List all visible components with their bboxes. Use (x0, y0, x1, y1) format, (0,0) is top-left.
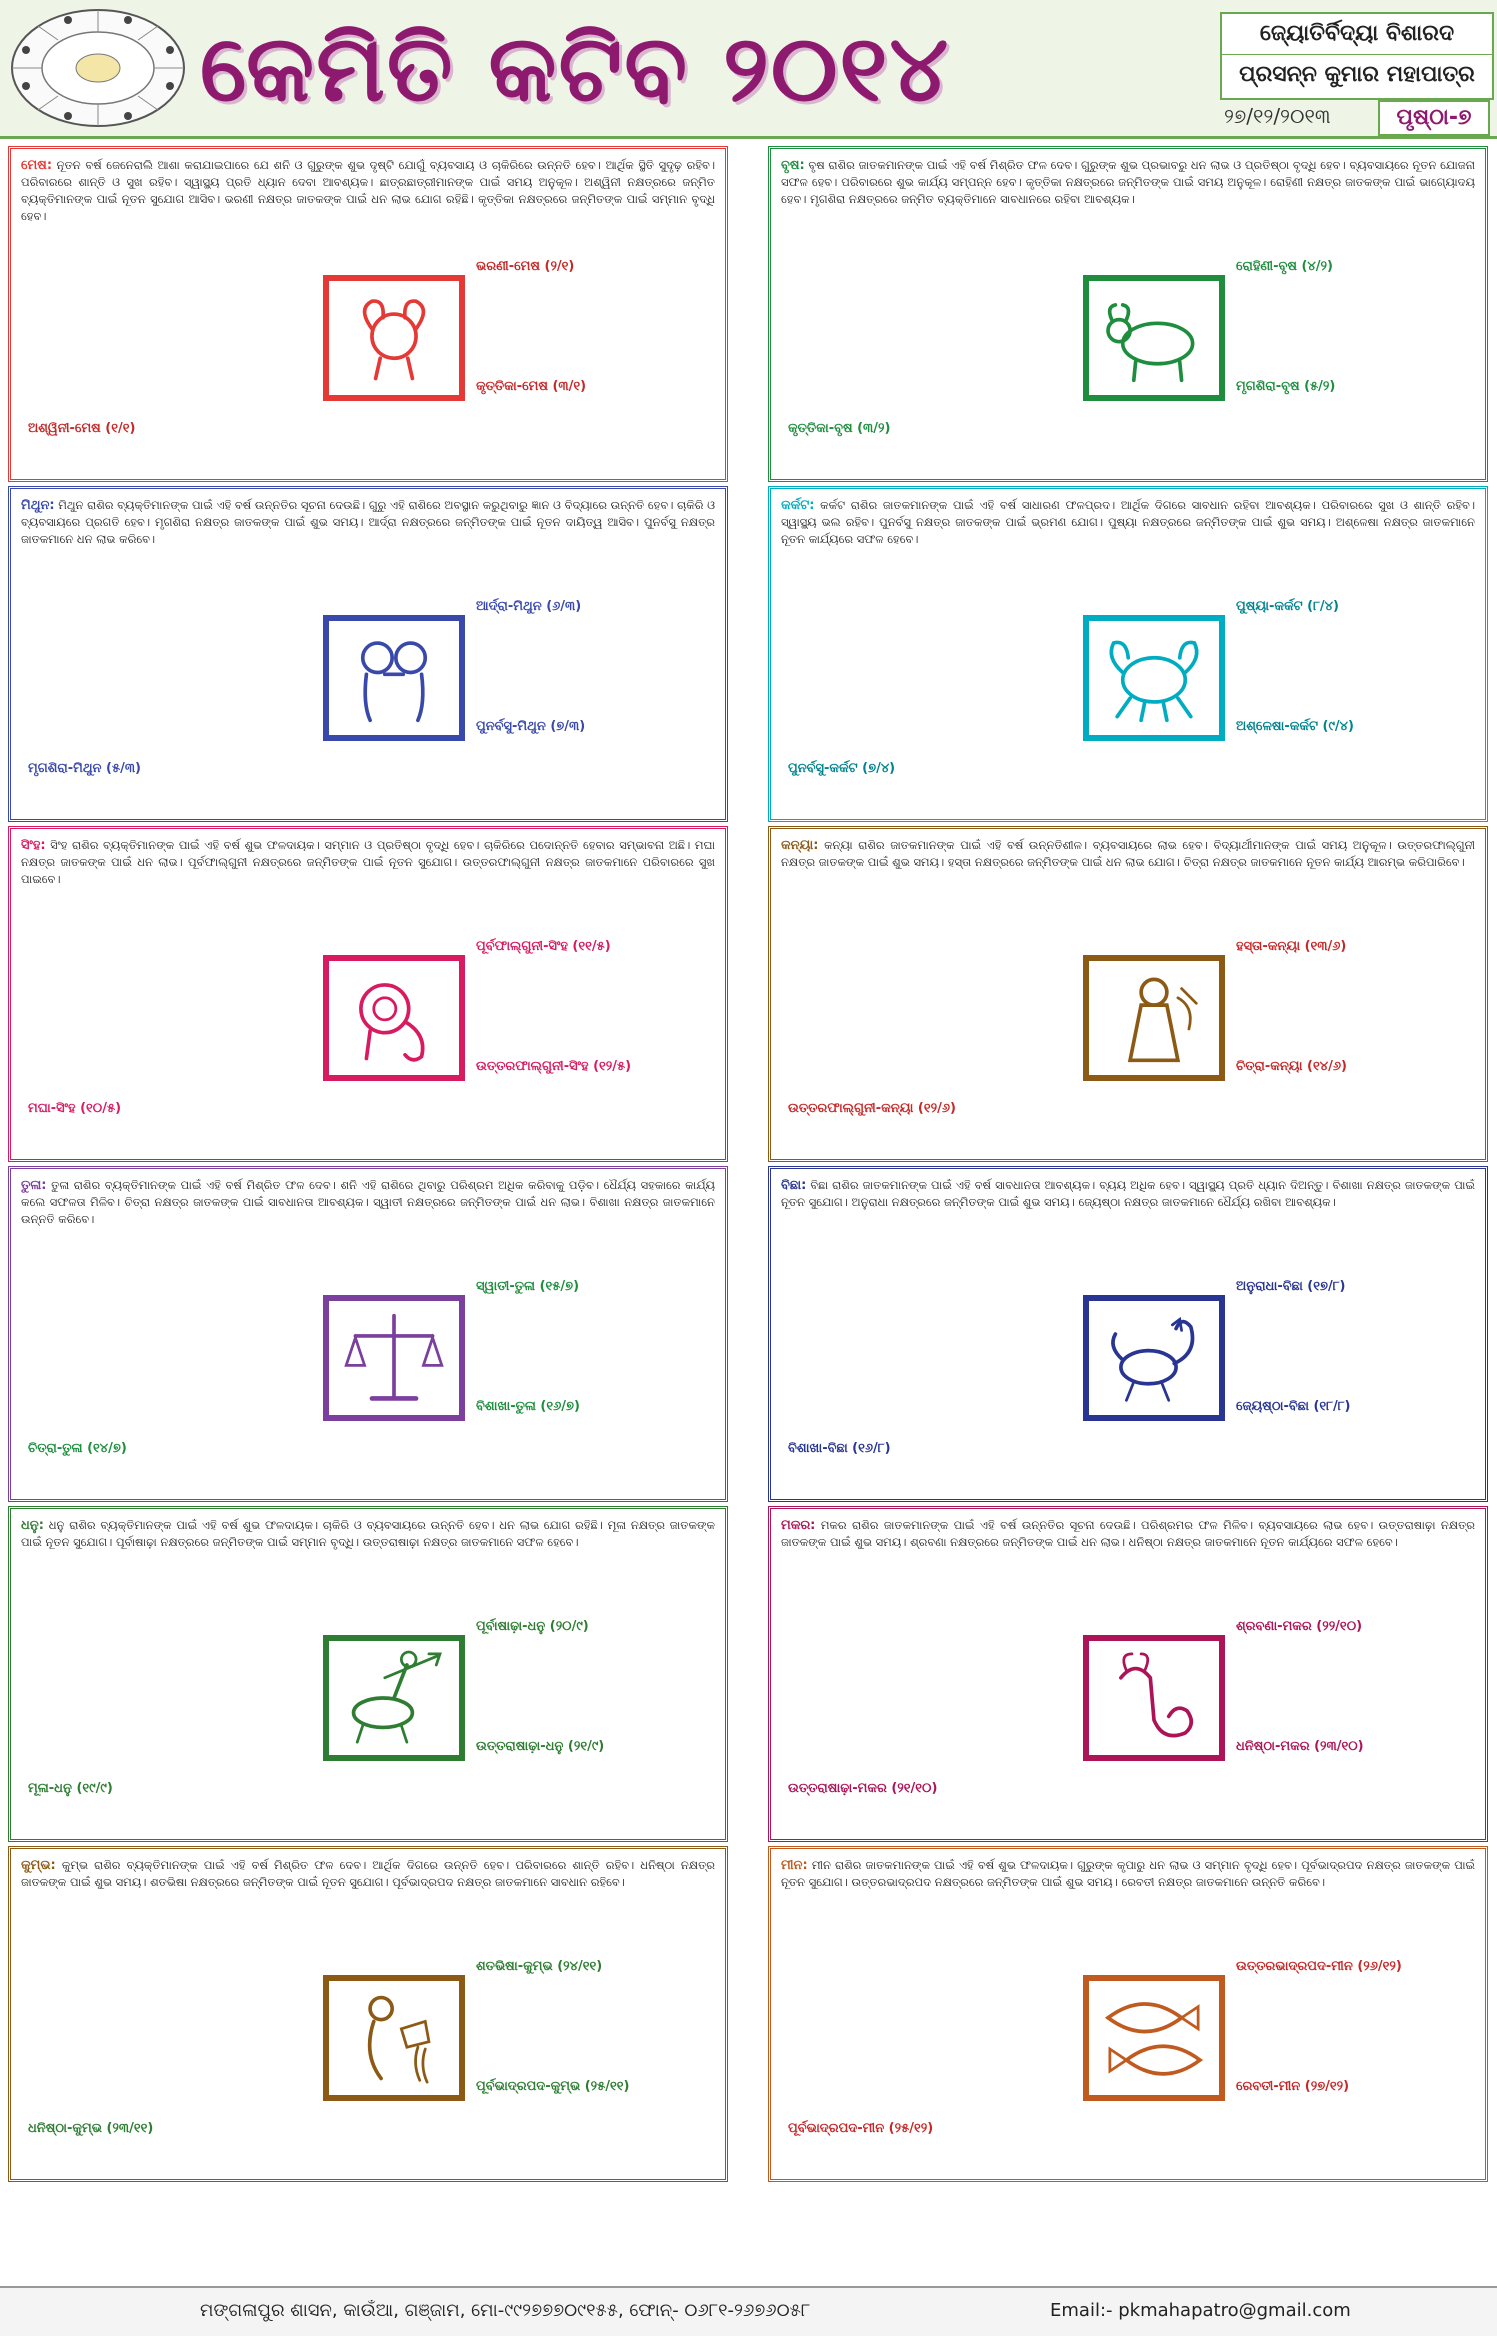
horoscope-panel (768, 1166, 1488, 1502)
nakshatra-label: ପୁନର୍ବସୁ-କର୍କଟ (୭/୪) (785, 761, 898, 776)
nakshatra-label: ଶ୍ରବଣା-ମକର (୨୨/୧୦) (1233, 1619, 1365, 1634)
author-box (1220, 12, 1494, 100)
aries-icon (323, 275, 465, 401)
horoscope-panel (8, 146, 728, 482)
nakshatra-label: ଧନିଷ୍ଠା-ମକର (୨୩/୧୦) (1233, 1739, 1367, 1754)
nakshatra-label: ଆର୍ଦ୍ରା-ମିଥୁନ (୬/୩) (473, 599, 584, 614)
nakshatra-label: ରେବତୀ-ମୀନ (୨୭/୧୨) (1233, 2079, 1352, 2094)
nakshatra-label: ଜ୍ୟେଷ୍ଠା-ବିଛା (୧୮/୮) (1233, 1399, 1353, 1414)
prediction-text: କର୍କଟ ରାଶିର ଜାତକମାନଙ୍କ ପାଇଁ ଏହି ବର୍ଷ ସାଧାରଣ ଫଳପ୍ରଦ। ଆର୍ଥିକ ଦିଗରେ ସାବଧାନ ରହିବା ଆବଶ୍ୟକ। ପରିବାରରେ ସୁଖ ଓ ଶାନ୍ତି ରହିବ। ସ୍ୱାସ୍ଥ୍ୟ ଭଲ ରହିବ। ପୁନର୍ବସୁ ନକ୍ଷତ୍ର ଜାତକଙ୍କ ପାଇଁ ଭ୍ରମଣ ଯୋଗ। ପୁଷ୍ୟା ନକ୍ଷତ୍ରରେ ଜନ୍ମିତଙ୍କ ପାଇଁ ଶୁଭ ସମୟ। ଅଶ୍ଳେଷା ନକ୍ଷତ୍ର ଜାତକମାନେ ନୂତନ କାର୍ଯ୍ୟରେ ସଫଳ ହେବେ। (781, 498, 1475, 546)
sign-name: କର୍କଟ: (781, 498, 815, 513)
prediction-text: ବିଛା ରାଶିର ଜାତକମାନଙ୍କ ପାଇଁ ଏହି ବର୍ଷ ସାବଧାନତା ଆବଶ୍ୟକ। ବ୍ୟୟ ଅଧିକ ହେବ। ସ୍ୱାସ୍ଥ୍ୟ ପ୍ରତି ଧ୍ୟାନ ଦିଅନ୍ତୁ। ବିଶାଖା ନକ୍ଷତ୍ର ଜାତକଙ୍କ ପାଇଁ ନୂତନ ସୁଯୋଗ। ଅନୁରାଧା ନକ୍ଷତ୍ରରେ ଜନ୍ମିତଙ୍କ ପାଇଁ ଶୁଭ ସମୟ। ଜ୍ୟେଷ୍ଠା ନକ୍ଷତ୍ର ଜାତକମାନେ ଧୈର୍ଯ୍ୟ ରଖିବା ଆବଶ୍ୟକ। (781, 1178, 1475, 1209)
page-number: ପୃଷ୍ଠା-୭ (1378, 100, 1490, 136)
prediction-text: ମକର ରାଶିର ଜାତକମାନଙ୍କ ପାଇଁ ଏହି ବର୍ଷ ଉନ୍ନତିର ସୂଚନା ଦେଉଛି। ପରିଶ୍ରମର ଫଳ ମିଳିବ। ବ୍ୟବସାୟରେ ଲାଭ ହେବ। ଉତ୍ତରାଷାଢ଼ା ନକ୍ଷତ୍ର ଜାତକଙ୍କ ପାଇଁ ଶୁଭ ସମୟ। ଶ୍ରବଣା ନକ୍ଷତ୍ରରେ ଜନ୍ମିତଙ୍କ ପାଇଁ ଧନ ଲାଭ। ଧନିଷ୍ଠା ନକ୍ଷତ୍ର ଜାତକମାନେ ନୂତନ କାର୍ଯ୍ୟରେ ସଫଳ ହେବେ। (781, 1518, 1475, 1549)
nakshatra-label: ବିଶାଖା-ବିଛା (୧୬/୮) (785, 1441, 894, 1456)
sign-name: କୁମ୍ଭ: (21, 1858, 56, 1873)
nakshatra-label: ହସ୍ତା-କନ୍ୟା (୧୩/୬) (1233, 939, 1349, 954)
nakshatra-label: ଧନିଷ୍ଠା-କୁମ୍ଭ (୨୩/୧୧) (25, 2121, 156, 2136)
nakshatra-label: ପୂର୍ବଫାଲ୍ଗୁନୀ-ସିଂହ (୧୧/୫) (473, 939, 614, 954)
capricorn-icon (1083, 1635, 1225, 1761)
nakshatra-label: ଚିତ୍ରା-କନ୍ୟା (୧୪/୬) (1233, 1059, 1350, 1074)
horoscope-panel (768, 1506, 1488, 1842)
taurus-icon (1083, 275, 1225, 401)
nakshatra-label: ରୋହିଣୀ-ବୃଷ (୪/୨) (1233, 259, 1336, 274)
sign-name: ମକର: (781, 1518, 816, 1533)
nakshatra-label: ଚିତ୍ରା-ତୁଳା (୧୪/୭) (25, 1441, 130, 1456)
nakshatra-label: ପୂର୍ବଭାଦ୍ରପଦ-କୁମ୍ଭ (୨୫/୧୧) (473, 2079, 633, 2094)
horoscope-panel (768, 486, 1488, 822)
pisces-icon (1083, 1975, 1225, 2101)
nakshatra-label: ପୁଷ୍ୟା-କର୍କଟ (୮/୪) (1233, 599, 1342, 614)
author-name: ପ୍ରସନ୍ନ କୁମାର ମହାପାତ୍ର (1239, 62, 1475, 87)
aquarius-icon (323, 1975, 465, 2101)
cancer-icon (1083, 615, 1225, 741)
prediction-text: ତୁଳା ରାଶିର ବ୍ୟକ୍ତିମାନଙ୍କ ପାଇଁ ଏହି ବର୍ଷ ମିଶ୍ରିତ ଫଳ ଦେବ। ଶନି ଏହି ରାଶିରେ ଥିବାରୁ ପରିଶ୍ରମ ଅଧିକ କରିବାକୁ ପଡ଼ିବ। ଧୈର୍ଯ୍ୟ ସହକାରେ କାର୍ଯ୍ୟ କଲେ ସଫଳତା ମିଳିବ। ଚିତ୍ରା ନକ୍ଷତ୍ର ଜାତକଙ୍କ ପାଇଁ ସାବଧାନତା ଆବଶ୍ୟକ। ସ୍ୱାତୀ ନକ୍ଷତ୍ରରେ ଜନ୍ମିତଙ୍କ ପାଇଁ ଧନ ଲାଭ। ବିଶାଖା ନକ୍ଷତ୍ର ଜାତକମାନେ ଉନ୍ନତି କରିବେ। (21, 1178, 715, 1226)
horoscope-panel (768, 146, 1488, 482)
sign-name: ସିଂହ: (21, 838, 46, 853)
nakshatra-label: ମଘା-ସିଂହ (୧୦/୫) (25, 1101, 124, 1116)
scorpio-icon (1083, 1295, 1225, 1421)
nakshatra-label: କୃତ୍ତିକା-ବୃଷ (୩/୨) (785, 421, 893, 436)
prediction-text: ନୂତନ ବର୍ଷ ଜେନେରାଲି ଆଶା କରାଯାଇପାରେ ଯେ ଶନି ଓ ଗୁରୁଙ୍କ ଶୁଭ ଦୃଷ୍ଟି ଯୋଗୁଁ ବ୍ୟବସାୟ ଓ ଚାକିରିରେ ଉନ୍ନତି ହେବ। ଆର୍ଥିକ ସ୍ଥିତି ସୁଦୃଢ଼ ରହିବ। ପରିବାରରେ ଶାନ୍ତି ଓ ସୁଖ ରହିବ। ସ୍ୱାସ୍ଥ୍ୟ ପ୍ରତି ଧ୍ୟାନ ଦେବା ଆବଶ୍ୟକ। ଛାତ୍ରଛାତ୍ରୀମାନଙ୍କ ପାଇଁ ସମୟ ଅନୁକୂଳ। ଅଶ୍ୱିନୀ ନକ୍ଷତ୍ରରେ ଜନ୍ମିତ ବ୍ୟକ୍ତିମାନଙ୍କ ପାଇଁ ନୂତନ ସୁଯୋଗ ଆସିବ। ଭରଣୀ ନକ୍ଷତ୍ର ଜାତକଙ୍କ ପାଇଁ ଧନ ଲାଭ ଯୋଗ ରହିଛି। କୃତ୍ତିକା ନକ୍ଷତ୍ରରେ ଜନ୍ମିତଙ୍କ ପାଇଁ ସମ୍ମାନ ବୃଦ୍ଧି ହେବ। (21, 158, 715, 223)
footer (0, 2286, 1497, 2336)
prediction-text: ବୃଷ ରାଶିର ଜାତକମାନଙ୍କ ପାଇଁ ଏହି ବର୍ଷ ମିଶ୍ରିତ ଫଳ ଦେବ। ଗୁରୁଙ୍କ ଶୁଭ ପ୍ରଭାବରୁ ଧନ ଲାଭ ଓ ପ୍ରତିଷ୍ଠା ବୃଦ୍ଧି ହେବ। ବ୍ୟବସାୟରେ ନୂତନ ଯୋଜନା ସଫଳ ହେବ। ପରିବାରରେ ଶୁଭ କାର୍ଯ୍ୟ ସମ୍ପନ୍ନ ହେବ। କୃତ୍ତିକା ନକ୍ଷତ୍ରରେ ଜନ୍ମିତଙ୍କ ପାଇଁ ସମୟ ଅନୁକୂଳ। ରୋହିଣୀ ନକ୍ଷତ୍ର ଜାତକଙ୍କ ପାଇଁ ଭାଗ୍ୟୋଦୟ ହେବ। ମୃଗଶିରା ନକ୍ଷତ୍ରରେ ଜନ୍ମିତ ବ୍ୟକ୍ତିମାନେ ସାବଧାନରେ ରହିବା ଆବଶ୍ୟକ। (781, 158, 1475, 206)
prediction-text: ମୀନ ରାଶିର ଜାତକମାନଙ୍କ ପାଇଁ ଏହି ବର୍ଷ ଶୁଭ ଫଳଦାୟକ। ଗୁରୁଙ୍କ କୃପାରୁ ଧନ ଲାଭ ଓ ସମ୍ମାନ ବୃଦ୍ଧି ହେବ। ପୂର୍ବଭାଦ୍ରପଦ ନକ୍ଷତ୍ର ଜାତକଙ୍କ ପାଇଁ ନୂତନ ସୁଯୋଗ। ଉତ୍ତରଭାଦ୍ରପଦ ନକ୍ଷତ୍ରରେ ଜନ୍ମିତଙ୍କ ପାଇଁ ଶୁଭ ସମୟ। ରେବତୀ ନକ୍ଷତ୍ର ଜାତକମାନେ ଉନ୍ନତି କରିବେ। (781, 1858, 1475, 1889)
nakshatra-label: ଶତଭିଷା-କୁମ୍ଭ (୨୪/୧୧) (473, 1959, 605, 1974)
author-title: ଜ୍ୟୋତିର୍ବିଦ୍ୟା ବିଶାରଦ (1222, 14, 1492, 55)
nakshatra-label: ପୁନର୍ବସୁ-ମିଥୁନ (୭/୩) (473, 719, 588, 734)
sign-name: ଧନୁ: (21, 1518, 44, 1533)
prediction-text: ମିଥୁନ ରାଶିର ବ୍ୟକ୍ତିମାନଙ୍କ ପାଇଁ ଏହି ବର୍ଷ ଉନ୍ନତିର ସୂଚନା ଦେଉଛି। ଗୁରୁ ଏହି ରାଶିରେ ଅବସ୍ଥାନ କରୁଥିବାରୁ ଜ୍ଞାନ ଓ ବିଦ୍ୟାରେ ଉନ୍ନତି ହେବ। ଚାକିରି ଓ ବ୍ୟବସାୟରେ ପ୍ରଗତି ହେବ। ମୃଗଶିରା ନକ୍ଷତ୍ର ଜାତକଙ୍କ ପାଇଁ ଶୁଭ ସମୟ। ଆର୍ଦ୍ରା ନକ୍ଷତ୍ରରେ ଜନ୍ମିତଙ୍କ ପାଇଁ ନୂତନ ଦାୟିତ୍ୱ ଆସିବ। ପୁନର୍ବସୁ ନକ୍ଷତ୍ର ଜାତକମାନେ ଧନ ଲାଭ କରିବେ। (21, 498, 715, 546)
page-title: କେମିତି କଟିବ ୨୦୧୪ (200, 14, 951, 122)
prediction-text: ଧନୁ ରାଶିର ବ୍ୟକ୍ତିମାନଙ୍କ ପାଇଁ ଏହି ବର୍ଷ ଶୁଭ ଫଳଦାୟକ। ଚାକିରି ଓ ବ୍ୟବସାୟରେ ଉନ୍ନତି ହେବ। ଧନ ଲାଭ ଯୋଗ ରହିଛି। ମୂଳା ନକ୍ଷତ୍ର ଜାତକଙ୍କ ପାଇଁ ନୂତନ ସୁଯୋଗ। ପୂର୍ବାଷାଢ଼ା ନକ୍ଷତ୍ରରେ ଜନ୍ମିତଙ୍କ ପାଇଁ ସମ୍ମାନ ବୃଦ୍ଧି। ଉତ୍ତରାଷାଢ଼ା ନକ୍ଷତ୍ର ଜାତକମାନେ ସଫଳ ହେବେ। (21, 1518, 715, 1549)
sign-name: ମୀନ: (781, 1858, 808, 1873)
nakshatra-label: ଉତ୍ତରାଷାଢ଼ା-ମକର (୨୧/୧୦) (785, 1781, 940, 1796)
horoscope-panel (8, 1166, 728, 1502)
horoscope-panel (8, 826, 728, 1162)
nakshatra-label: ଉତ୍ତରଭାଦ୍ରପଦ-ମୀନ (୨୬/୧୨) (1233, 1959, 1405, 1974)
sagittarius-icon (323, 1635, 465, 1761)
horoscope-panel (768, 826, 1488, 1162)
date-row (1220, 100, 1490, 132)
nakshatra-label: ସ୍ୱାତୀ-ତୁଳା (୧୫/୭) (473, 1279, 582, 1294)
sign-name: ମିଥୁନ: (21, 498, 55, 513)
nakshatra-label: ପୂର୍ବାଷାଢ଼ା-ଧନୁ (୨୦/୯) (473, 1619, 592, 1634)
issue-date: ୨୭/୧୨/୨୦୧୩ (1224, 104, 1331, 128)
prediction-text: ସିଂହ ରାଶିର ବ୍ୟକ୍ତିମାନଙ୍କ ପାଇଁ ଏହି ବର୍ଷ ଶୁଭ ଫଳଦାୟକ। ସମ୍ମାନ ଓ ପ୍ରତିଷ୍ଠା ବୃଦ୍ଧି ହେବ। ଚାକିରିରେ ପଦୋନ୍ନତି ହେବାର ସମ୍ଭାବନା ଅଛି। ମଘା ନକ୍ଷତ୍ର ଜାତକଙ୍କ ପାଇଁ ଧନ ଲାଭ। ପୂର୍ବଫାଲ୍ଗୁନୀ ନକ୍ଷତ୍ରରେ ଜନ୍ମିତଙ୍କ ପାଇଁ ନୂତନ ସୁଯୋଗ। ଉତ୍ତରଫାଲ୍ଗୁନୀ ନକ୍ଷତ୍ର ଜାତକମାନେ ପରିବାରରେ ସୁଖ ପାଇବେ। (21, 838, 715, 886)
nakshatra-label: ମୃଗଶିରା-ମିଥୁନ (୫/୩) (25, 761, 144, 776)
nakshatra-label: କୃତ୍ତିକା-ମେଷ (୩/୧) (473, 379, 589, 394)
leo-icon (323, 955, 465, 1081)
horoscope-panel (768, 1846, 1488, 2182)
footer-email[interactable]: Email:- pkmahapatro@gmail.com (1050, 2300, 1351, 2321)
nakshatra-label: ଉତ୍ତରଫାଲ୍ଗୁନୀ-କନ୍ୟା (୧୨/୬) (785, 1101, 959, 1116)
nakshatra-label: ଭରଣୀ-ମେଷ (୨/୧) (473, 259, 577, 274)
nakshatra-label: ଅଶ୍ୱିନୀ-ମେଷ (୧/୧) (25, 421, 138, 436)
nakshatra-label: ମୂଳା-ଧନୁ (୧୯/୯) (25, 1781, 116, 1796)
sign-name: ବିଛା: (781, 1178, 807, 1193)
libra-icon (323, 1295, 465, 1421)
nakshatra-label: ଉତ୍ତରଫାଲ୍ଗୁନୀ-ସିଂହ (୧୨/୫) (473, 1059, 634, 1074)
horoscope-panel (8, 1846, 728, 2182)
horoscope-panel (8, 486, 728, 822)
nakshatra-label: ଅଶ୍ଳେଷା-କର୍କଟ (୯/୪) (1233, 719, 1357, 734)
sign-name: ତୁଳା: (21, 1178, 47, 1193)
nakshatra-label: ଉତ୍ତରାଷାଢ଼ା-ଧନୁ (୨୧/୯) (473, 1739, 607, 1754)
header (0, 0, 1497, 139)
virgo-icon (1083, 955, 1225, 1081)
nakshatra-label: ଅନୁରାଧା-ବିଛା (୧୭/୮) (1233, 1279, 1348, 1294)
prediction-text: କୁମ୍ଭ ରାଶିର ବ୍ୟକ୍ତିମାନଙ୍କ ପାଇଁ ଏହି ବର୍ଷ ମିଶ୍ରିତ ଫଳ ଦେବ। ଆର୍ଥିକ ଦିଗରେ ଉନ୍ନତି ହେବ। ପରିବାରରେ ଶାନ୍ତି ରହିବ। ଧନିଷ୍ଠା ନକ୍ଷତ୍ର ଜାତକଙ୍କ ପାଇଁ ଶୁଭ ସମୟ। ଶତଭିଷା ନକ୍ଷତ୍ରରେ ଜନ୍ମିତଙ୍କ ପାଇଁ ନୂତନ ସୁଯୋଗ। ପୂର୍ବଭାଦ୍ରପଦ ନକ୍ଷତ୍ର ଜାତକମାନେ ସାବଧାନ ରହିବେ। (21, 1858, 715, 1889)
horoscope-panel (8, 1506, 728, 1842)
nakshatra-label: ବିଶାଖା-ତୁଳା (୧୬/୭) (473, 1399, 583, 1414)
nakshatra-label: ମୃଗଶିରା-ବୃଷ (୫/୨) (1233, 379, 1338, 394)
nakshatra-label: ପୂର୍ବଭାଦ୍ରପଦ-ମୀନ (୨୫/୧୨) (785, 2121, 936, 2136)
zodiac-wheel-icon (8, 6, 188, 130)
gemini-icon (323, 615, 465, 741)
prediction-text: କନ୍ୟା ରାଶିର ଜାତକମାନଙ୍କ ପାଇଁ ଏହି ବର୍ଷ ଉନ୍ନତିଶୀଳ। ବ୍ୟବସାୟରେ ଲାଭ ହେବ। ବିଦ୍ୟାର୍ଥୀମାନଙ୍କ ପାଇଁ ସମୟ ଅନୁକୂଳ। ଉତ୍ତରଫାଲ୍ଗୁନୀ ନକ୍ଷତ୍ର ଜାତକଙ୍କ ପାଇଁ ଶୁଭ ସମୟ। ହସ୍ତା ନକ୍ଷତ୍ରରେ ଜନ୍ମିତଙ୍କ ପାଇଁ ଧନ ଲାଭ ଯୋଗ। ଚିତ୍ରା ନକ୍ଷତ୍ର ଜାତକମାନେ ନୂତନ କାର୍ଯ୍ୟ ଆରମ୍ଭ କରିପାରିବେ। (781, 838, 1475, 869)
sign-name: ମେଷ: (21, 158, 53, 173)
footer-contact: ମଙ୍ଗଳାପୁର ଶାସନ, କାଉଁଆ, ଗଞ୍ଜାମ, ମୋ-୯୯୨୭୭୭୦୯୧୫୫, ଫୋନ୍- ୦୬୮୧-୨୬୭୬୦୫୮ (200, 2300, 811, 2321)
sign-name: କନ୍ୟା: (781, 838, 819, 853)
sign-name: ବୃଷ: (781, 158, 805, 173)
